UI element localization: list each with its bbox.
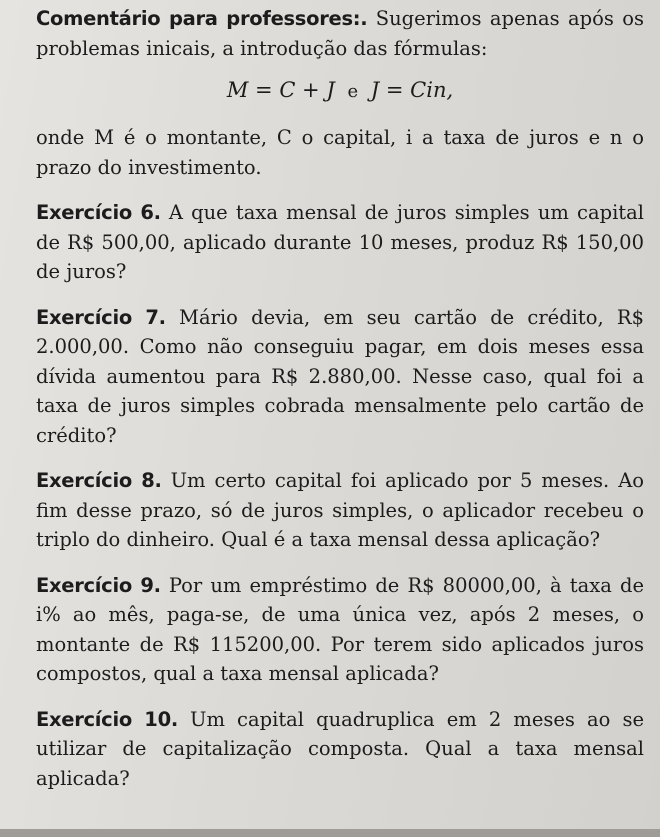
formula-line: M = C + J e J = Cin, — [226, 78, 454, 102]
exercise-6-label: Exercício 6. — [36, 201, 161, 224]
exercise-7 — [36, 303, 644, 451]
page-edge-shadow — [0, 829, 660, 837]
formula-lhs2: J — [370, 78, 380, 102]
exercise-10-label: Exercício 10. — [36, 707, 178, 731]
exercise-9-text: Por um empréstimo de R$ 80000,00, à taxa de i% ao mês, paga-se, de uma única vez, após 2 meses, o montante de R$ 115200,00. Por terem sido aplicados juros compostos, qual a taxa mensal aplicada? — [36, 573, 644, 685]
formula-lhs1: M — [226, 78, 249, 102]
exercise-7-label: Exercício 7. — [36, 305, 166, 329]
exercise-8-text: Um certo capital foi aplicado por 5 meses. Ao fim desse prazo, só de juros simples, o aplicador recebeu o triplo do dinheiro. Qual é a taxa mensal dessa aplicação? — [36, 469, 645, 551]
formula-rhs1: C + J — [279, 78, 335, 102]
exercise-6-text: A que taxa mensal de juros simples um capital de R$ 500,00, aplicado durante 10 meses, produz R$ 150,00 de juros? — [36, 201, 645, 283]
formula-rhs2: Cin, — [410, 78, 454, 102]
teacher-comment — [36, 4, 644, 63]
exercise-7-text: Mário devia, em seu cartão de crédito, R$ 2.000,00. Como não conseguiu pagar, em dois meses essa dívida aumentou para R$ 2.880,00. Nesse caso, qual foi a taxa de juros simples cobrada mensalmente pelo cartão de crédito? — [36, 305, 644, 447]
exercise-8-label: Exercício 8. — [36, 469, 162, 492]
teacher-comment-text: Sugerimos apenas após os problemas inicais, a introdução das fórmulas: — [36, 7, 645, 60]
exercise-9-label: Exercício 9. — [36, 573, 161, 597]
exercise-6 — [36, 198, 644, 287]
exercise-10-text: Um capital quadruplica em 2 meses ao se utilizar de capitalização composta. Qual a taxa mensal aplicada? — [36, 707, 645, 790]
teacher-comment-lead: Comentário para professores:. — [36, 7, 368, 30]
exercise-9 — [36, 571, 644, 689]
exercise-10 — [36, 705, 644, 794]
formula-explanation: onde M é o montante, C o capital, i a taxa de juros e n o prazo do investimento. — [36, 126, 644, 179]
exercise-8 — [36, 466, 644, 555]
formula-connector: e — [347, 81, 359, 102]
